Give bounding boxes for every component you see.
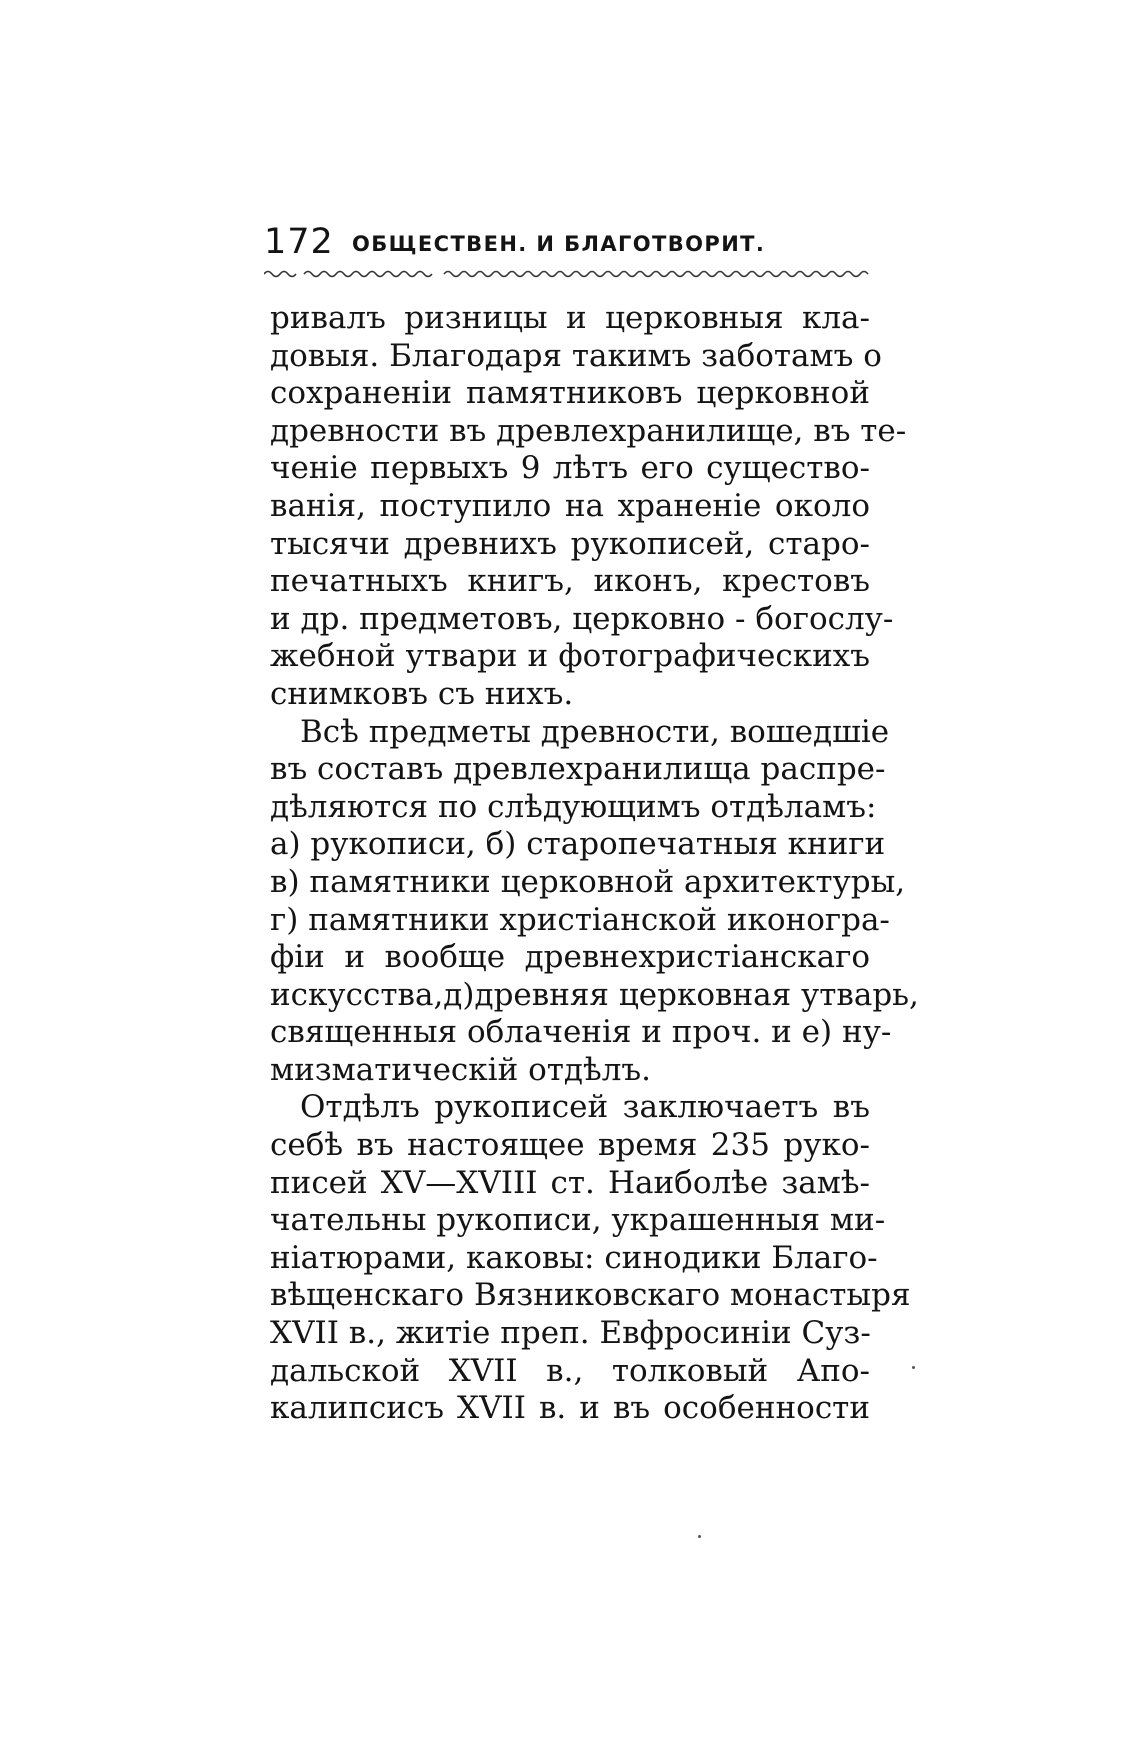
text-line: XVII в., житіе преп. Евфросиніи Суз- (270, 1315, 871, 1352)
text-line: фіи и вообще древнехристіанскаго (270, 939, 870, 976)
paragraph-2 (270, 713, 919, 1090)
text-line: въ составъ древлехранилища распре- (270, 751, 886, 788)
text-line: снимковъ съ нихъ. (270, 675, 574, 712)
text-line: жебной утвари и фотографическихъ (270, 638, 870, 675)
text-line: г) памятники христіанской иконогра- (270, 901, 890, 938)
text-line: печатныхъ книгъ, иконъ, крестовъ (270, 563, 870, 600)
text-line: дѣляются по слѣдующимъ отдѣламъ: (270, 788, 877, 825)
body-text (270, 300, 919, 1428)
running-head: ОБЩЕСТВЕН. И БЛАГОТВОРИТ. (352, 232, 766, 256)
text-line: сохраненіи памятниковъ церковной (270, 375, 870, 412)
text-line: тысячи древнихъ рукописей, старо- (270, 525, 870, 562)
text-line: священныя облаченія и проч. и е) ну- (270, 1014, 892, 1051)
paragraph-1 (270, 300, 907, 714)
text-line: чательны рукописи, украшенныя ми- (270, 1202, 886, 1239)
scan-speck (698, 1535, 701, 1538)
text-line: мизматическій отдѣлъ. (270, 1051, 651, 1088)
page-header (264, 222, 874, 272)
text-line: Всѣ предметы древности, вошедшіе (300, 713, 890, 750)
text-line: а) рукописи, б) старопечатныя книги (270, 826, 886, 863)
text-line: дальской XVII в., толковый Апо- (270, 1352, 870, 1389)
text-line: ванія, поступило на храненіе около (270, 487, 870, 524)
text-line: вѣщенскаго Вязниковскаго монастыря (270, 1277, 911, 1314)
text-line: себѣ въ настоящее время 235 руко- (270, 1127, 870, 1164)
text-line: искусства,д)древняя церковная утварь, (270, 976, 919, 1013)
text-line: в) памятники церковной архитектуры, (270, 863, 906, 900)
scan-speck (912, 1366, 915, 1369)
text-line: Отдѣлъ рукописей заключаетъ въ (300, 1089, 870, 1126)
text-line: ривалъ ризницы и церковныя кла- (270, 300, 870, 336)
text-line: довыя. Благодаря такимъ заботамъ о (270, 337, 882, 374)
text-line: древности въ древлехранилище, въ те- (270, 412, 907, 449)
text-line: и др. предметовъ, церковно - богослу- (270, 600, 894, 637)
decorative-wavy-rule (264, 268, 874, 280)
text-line: калипсисъ XVII в. и въ особенности (270, 1390, 870, 1427)
page-number: 172 (264, 222, 334, 262)
text-line: ченіе первыхъ 9 лѣтъ его существо- (270, 450, 870, 487)
paragraph-3 (270, 1089, 911, 1427)
text-line: писей XV—XVIII ст. Наиболѣе замѣ- (270, 1164, 870, 1201)
text-line: ніатюрами, каковы: синодики Благо- (270, 1239, 878, 1276)
